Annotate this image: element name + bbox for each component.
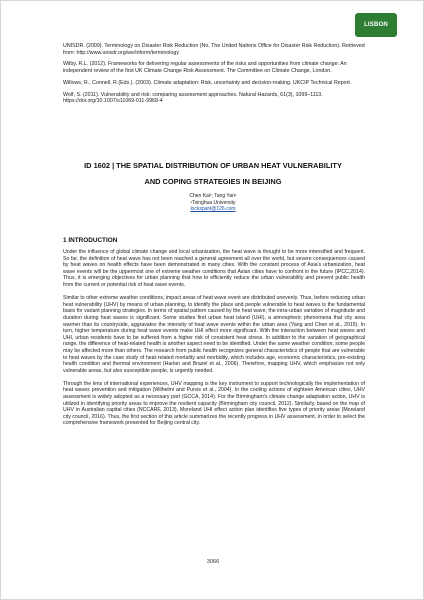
reference-item: Wolf, S. (2011). Vulnerability and risk: comparing assessment approaches. Natural Hazards, 61(3), 1099–1113. https://doi.org/10.1007/s11069-011-9968-4	[63, 91, 323, 105]
conference-logo	[355, 13, 397, 37]
reference-item: UNISDR. (2009). Terminology on Disaster Risk Reduction (No. The United Nations Office for Disaster Risk Reduction). Retrieved from: http://www.unisdr.org/we/inform/terminology	[63, 43, 365, 56]
reference-item: Willows, R., Connell, R (Eds.). (2003). Climate adaptation: Risk, uncertainty and decision-making. UKCIP Technical Report.	[63, 79, 352, 86]
paper-title	[41, 158, 385, 190]
reference-list	[63, 43, 365, 110]
author-email-link[interactable]: lockspanl@126.com	[190, 206, 236, 213]
author-affiliation: ¹Tsinghua University	[190, 199, 236, 206]
paper-title-line-2: AND COPING STRATEGIES IN BEIJING	[144, 177, 282, 186]
logo-text: LISBON	[364, 22, 388, 28]
page-number: 3066	[206, 559, 220, 565]
author-names: Chen Kai¹; Tang Yan¹	[189, 193, 237, 199]
reference-item: Wilby, R.L. (2012). Frameworks for delivering regular assessments of the risks and opportunities from climate change: An independent review of the first UK Climate Change Risk Assessment. The Committee on Climate Change, London.	[63, 61, 347, 74]
section-heading: 1 INTRODUCTION	[63, 237, 118, 244]
body-paragraph: Similar to other extreme weather conditions, impact areas of heat wave event are distributed unevenly. Thus, before reducing urban heat vulnerability (UHV) by means of urban planning, to identify the place and people vulnerable to heat waves is the fundamental basis for variant planning strategies. In terms of spatial pattern caused by the heat wave, the intra-urban variation of magnitude and duration during heat waves is significant. Some studies find urban heat island (UHI), a atmospheric phenomena that city area warmer than its countryside, aggravates the intensity of heat wave events within the urban area (Yang and Chen et al., 2015). In turn, higher temperature during heat wave events make UHI effect more significant. With the interaction between heat waves and UHI, urban residents have to be suffered from a higher risk of consistent heat stress. In addition to the variation of geographical range, the difference of heat-related health is another aspect need to be identified. Under the same weather condition, some people may be affected more than others. The research from public health recognizes general characteristics of people that are vulnerable to heat waves by the case study of heat-related mortality and morbidity, which includes age, economic characteristics, pre-existing health condition and thermal environment (Harlan and Brazel et al., 2006). Therefore, mapping UHV, which emphasize not only vulnerable areas, but also susceptible people, is urgently needed.	[63, 295, 365, 374]
body-paragraph: Through the lens of international experiences, UHV mapping is the key instrument to support technologically the implementation of heat waves prevention and mitigation (Wilhelmi and Purvis et al., 2004). In the cooling actions of eighteen American cities, UHV assessment is widely adopted as a necessary part (GCCA, 2014). For the Birmingham's climate change adaptation action, UHV is utilized in identifying priority areas to improve the resilient capacity (Birmingham city council, 2012). Similarly, based on the map of UHV in Australian capital cities (NCCARF, 2013), Moreland UHI effect action plan identifies five types of priority areas (Moreland city council, 2016). Thus, the first section of this article summarizes the recently progress in UHV assessment, in order to select the comprehensive framework presented for Beijing central city.	[63, 380, 365, 427]
author-block	[1, 193, 424, 213]
body-paragraph: Under the influence of global climate change and local urbanization, the heat wave is thought to be more intensified and frequent. So far, the definition of heat wave has not been reached a general agreement all over the world, but severe consequences caused by heat waves on health effects have been demonstrated in many cities. With the constant process of Asia's urbanization, heat wave events will be the uppermost one of extreme weather conditions that Asian cities have to confront in the future (IPCC,2014). Thus, it is emerging objectives for urban planning that how to efficiently reduce the urban vulnerability and prevent public health from the current or potential risk of heat wave events.	[63, 249, 365, 288]
paper-title-line-1: ID 1602 | THE SPATIAL DISTRIBUTION OF URBAN HEAT VULNERABILITY	[84, 161, 342, 170]
body-text	[63, 249, 365, 434]
